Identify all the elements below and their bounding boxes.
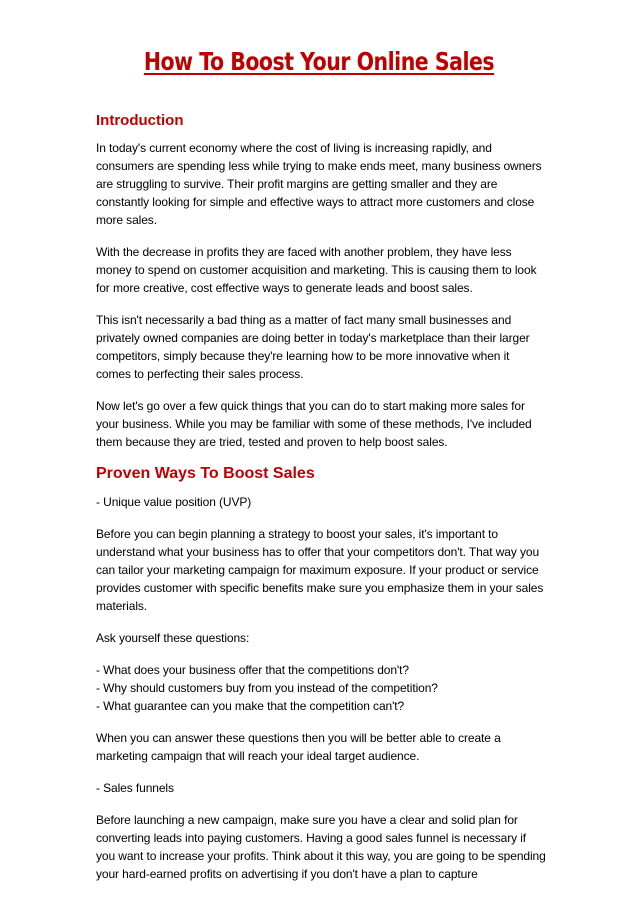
document-body bbox=[96, 112, 546, 897]
question-item-2: - Why should customers buy from you instead of the competition? bbox=[96, 681, 438, 695]
intro-paragraph-3: This isn't necessarily a bad thing as a matter of fact many small businesses and privately owned companies are doing better in today's marketplace than their larger competitors, simply because they're learning how to be more innovative when it comes to perfecting their sales process. bbox=[96, 313, 530, 381]
question-item-3: - What guarantee can you make that the competition can't? bbox=[96, 699, 405, 713]
uvp-paragraph: Before you can begin planning a strategy to boost your sales, it's important to understand what your business has to offer that your competitors don't. That way you can tailor your marketing campaign for maximum exposure. If your product or service provides customer with specific benefits make sure you emphasize them in your sales materials. bbox=[96, 527, 544, 613]
document-title: How To Boost Your Online Sales bbox=[143, 47, 495, 76]
questions-list bbox=[96, 661, 546, 715]
proven-heading: Proven Ways To Boost Sales bbox=[96, 465, 315, 482]
answer-paragraph: When you can answer these questions then you will be better able to create a marketing campaign that will reach your ideal target audience. bbox=[96, 731, 501, 763]
intro-paragraph-1: In today's current economy where the cost of living is increasing rapidly, and consumers are spending less while trying to make ends meet, many business owners are struggling to survive. Their profit margins are getting smaller and they are constantly looking for simple and effective ways to attract more customers and close more sales. bbox=[96, 141, 542, 227]
intro-paragraph-2: With the decrease in profits they are faced with another problem, they have less money to spend on customer acquisition and marketing. This is causing them to look for more creative, cost effective ways to generate leads and boost sales. bbox=[96, 245, 537, 295]
ask-label: Ask yourself these questions: bbox=[96, 631, 250, 645]
uvp-label: - Unique value position (UVP) bbox=[96, 495, 252, 509]
intro-heading: Introduction bbox=[96, 112, 184, 129]
question-item-1: - What does your business offer that the competitions don't? bbox=[96, 663, 409, 677]
funnels-label: - Sales funnels bbox=[96, 781, 174, 795]
funnels-paragraph: Before launching a new campaign, make sure you have a clear and solid plan for converting leads into paying customers. Having a good sales funnel is necessary if you want to increase your profits. Think about it this way, you are going to be spending your hard-earned profits on advertising if you don't have a plan to capture bbox=[96, 813, 546, 881]
intro-paragraph-4: Now let's go over a few quick things that you can do to start making more sales for your business. While you may be familiar with some of these methods, I've included them because they are tried, tested and proven to help boost sales. bbox=[96, 399, 532, 449]
